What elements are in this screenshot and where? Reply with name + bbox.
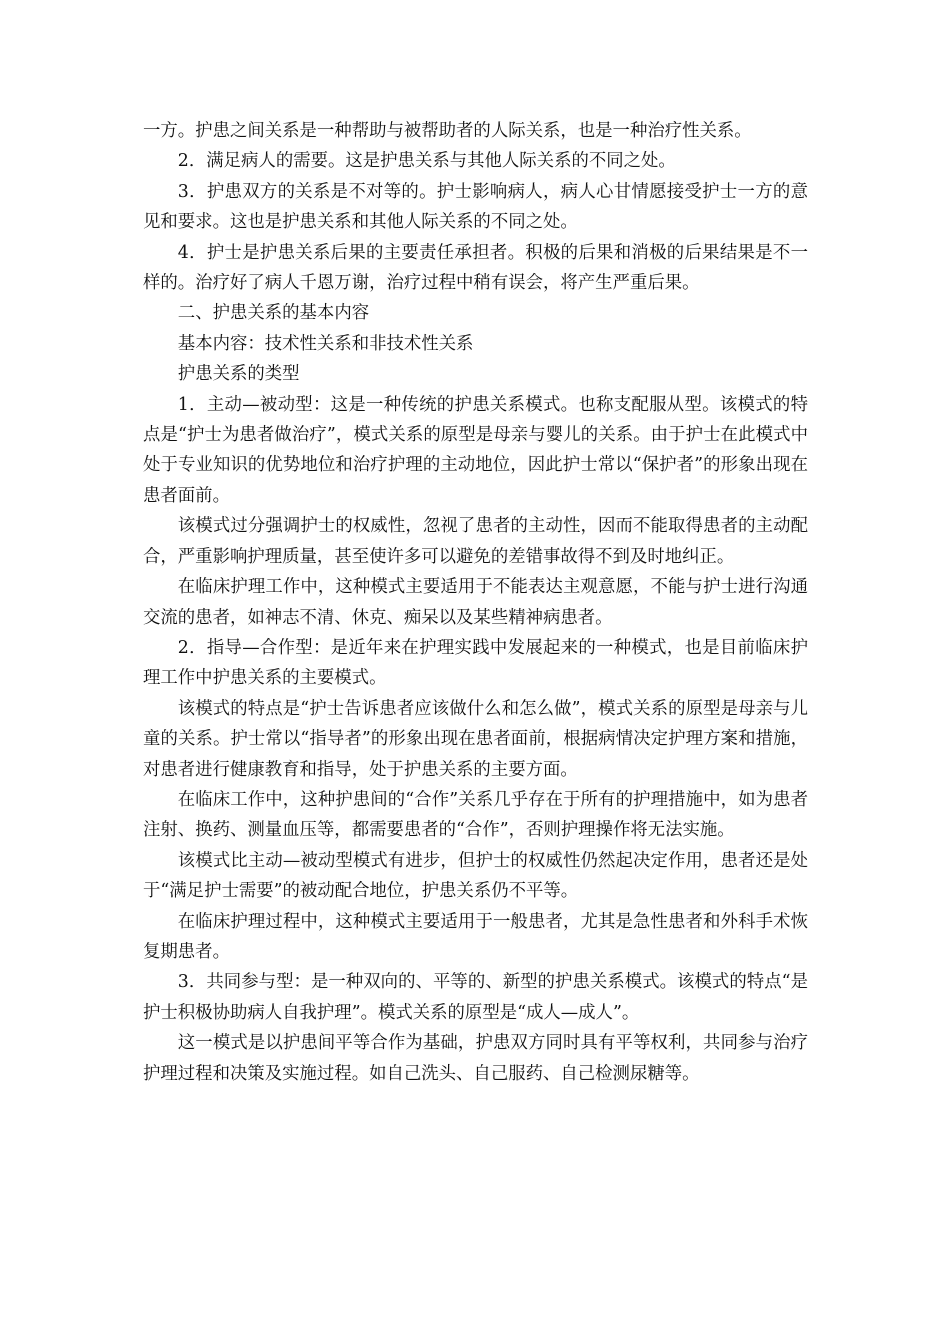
paragraph-type-2-features: 该模式的特点是“护士告诉患者应该做什么和怎么做”，模式关系的原型是母亲与儿童的关系。护士常以“指导者”的形象出现在患者面前，根据病情决定护理方案和措施，对患者进行健康教育和指导，处于护患关系的主要方面。 [143, 698, 808, 780]
paragraph-type-2-cooperation: 在临床工作中，这种护患间的“合作”关系几乎存在于所有的护理措施中，如为患者注射、换药、测量血压等，都需要患者的“合作”，否则护理操作将无法实施。 [143, 789, 808, 841]
paragraph-basic-content: 基本内容：技术性关系和非技术性关系 [177, 333, 474, 354]
paragraph-type-2-critique: 该模式比主动—被动型模式有进步，但护士的权威性仍然起决定作用，患者还是处于“满足护士需要”的被动配合地位，护患关系仍不平等。 [143, 850, 808, 902]
paragraph-type-3-basis: 这一模式是以护患间平等合作为基础，护患双方同时具有平等权利，共同参与治疗护理过程和决策及实施过程。如自己洗头、自己服药、自己检测尿糖等。 [143, 1033, 808, 1084]
document-page [143, 116, 808, 1089]
paragraph-continuation: 一方。护患之间关系是一种帮助与被帮助者的人际关系，也是一种治疗性关系。 [143, 121, 752, 141]
paragraph-type-1-critique: 该模式过分强调护士的权威性，忽视了患者的主动性，因而不能取得患者的主动配合，严重影响护理质量，甚至使许多可以避免的差错事故得不到及时地纠正。 [143, 516, 808, 567]
paragraph-type-3: 3．共同参与型：是一种双向的、平等的、新型的护患关系模式。该模式的特点“是护士积极协助病人自我护理”。模式关系的原型是“成人—成人”。 [143, 972, 808, 1023]
paragraph-type-2-application: 在临床护理过程中，这种模式主要适用于一般患者，尤其是急性患者和外科手术恢复期患者。 [143, 911, 808, 962]
paragraph-type-1: 1．主动—被动型：这是一种传统的护患关系模式。也称支配服从型。该模式的特点是“护士为患者做治疗”，模式关系的原型是母亲与婴儿的关系。由于护士在此模式中处于专业知识的优势地位和治疗护理的主动地位，因此护士常以“保护者”的形象出现在患者面前。 [143, 394, 808, 506]
subsection-heading: 护患关系的类型 [177, 364, 300, 385]
paragraph-type-2: 2．指导—合作型：是近年来在护理实践中发展起来的一种模式，也是目前临床护理工作中护患关系的主要模式。 [143, 637, 808, 689]
paragraph-item-4: 4．护士是护患关系后果的主要责任承担者。积极的后果和消极的后果结果是不一样的。治疗好了病人千恩万谢，治疗过程中稍有误会，将产生严重后果。 [143, 242, 808, 294]
paragraph-type-1-application: 在临床护理工作中，这种模式主要适用于不能表达主观意愿，不能与护士进行沟通交流的患者，如神志不清、休克、痴呆以及某些精神病患者。 [143, 577, 808, 628]
paragraph-item-3: 3．护患双方的关系是不对等的。护士影响病人，病人心甘情愿接受护士一方的意见和要求。这也是护患关系和其他人际关系的不同之处。 [143, 181, 808, 233]
paragraph-item-2: 2．满足病人的需要。这是护患关系与其他人际关系的不同之处。 [177, 151, 676, 172]
section-heading: 二、护患关系的基本内容 [177, 303, 370, 324]
